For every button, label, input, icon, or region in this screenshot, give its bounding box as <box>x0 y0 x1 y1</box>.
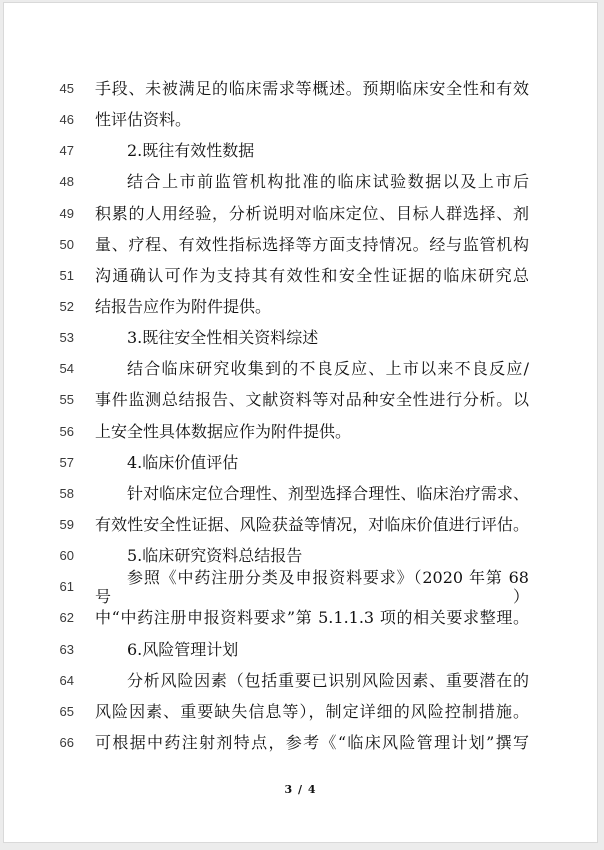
document-line <box>4 166 597 197</box>
line-text[interactable]: 性评估资料。 <box>95 110 192 130</box>
line-number: 45 <box>59 81 74 97</box>
line-text[interactable]: 上安全性具体数据应作为附件提供。 <box>95 421 352 441</box>
line-number: 66 <box>59 735 74 751</box>
line-text[interactable]: 积累的人用经验，分析说明对临床定位、目标人群选择、剂 <box>95 203 529 223</box>
document-line <box>4 104 597 135</box>
line-text[interactable]: 结合临床研究收集到的不良反应、上市以来不良反应/ <box>127 359 529 379</box>
line-number: 52 <box>59 299 74 315</box>
document-line <box>4 353 597 384</box>
document-line <box>4 634 597 665</box>
line-number: 56 <box>59 423 74 439</box>
page-number: 3 / 4 <box>284 783 317 796</box>
document-line <box>4 416 597 447</box>
line-text[interactable]: 风险因素、重要缺失信息等），制定详细的风险控制措施。 <box>95 701 529 721</box>
line-number: 49 <box>59 205 74 221</box>
line-number: 63 <box>59 641 74 657</box>
line-number: 65 <box>59 703 74 719</box>
line-text[interactable]: 中“中药注册申报资料要求”第 5.1.1.3 项的相关要求整理。 <box>95 608 529 628</box>
line-text[interactable]: 针对临床定位合理性、剂型选择合理性、临床治疗需求、 <box>127 483 529 503</box>
line-text[interactable]: 事件监测总结报告、文献资料等对品种安全性进行分析。以 <box>95 390 529 410</box>
line-text[interactable]: 沟通确认可作为支持其有效性和安全性证据的临床研究总 <box>95 265 529 285</box>
line-number: 48 <box>59 174 74 190</box>
document-line <box>4 135 597 166</box>
line-number: 62 <box>59 610 74 626</box>
line-text[interactable]: 4.临床价值评估 <box>127 452 239 472</box>
line-text[interactable]: 可根据中药注射剂特点，参考《“临床风险管理计划”撰写 <box>95 732 529 752</box>
line-number: 60 <box>59 548 74 564</box>
document-page <box>3 2 598 843</box>
line-text[interactable]: 手段、未被满足的临床需求等概述。预期临床安全性和有效 <box>95 78 529 98</box>
line-number: 53 <box>59 330 74 346</box>
line-text[interactable]: 有效性安全性证据、风险获益等情况，对临床价值进行评估。 <box>95 514 529 534</box>
document-line <box>4 602 597 633</box>
document-line <box>4 696 597 727</box>
line-number: 58 <box>59 485 74 501</box>
line-number: 46 <box>59 112 74 128</box>
document-line <box>4 198 597 229</box>
document-line <box>4 478 597 509</box>
line-text[interactable]: 5.临床研究资料总结报告 <box>127 546 303 566</box>
document-line <box>4 322 597 353</box>
line-text[interactable]: 3.既往安全性相关资料综述 <box>127 328 319 348</box>
document-line <box>4 291 597 322</box>
document-lines <box>4 73 597 758</box>
line-text[interactable]: 6.风险管理计划 <box>127 639 239 659</box>
line-text[interactable]: 分析风险因素（包括重要已识别风险因素、重要潜在的 <box>127 670 529 690</box>
line-text[interactable]: 结报告应作为附件提供。 <box>95 296 272 316</box>
document-line <box>4 73 597 104</box>
document-line <box>4 384 597 415</box>
document-line <box>4 260 597 291</box>
document-line <box>4 540 597 571</box>
document-line <box>4 447 597 478</box>
document-line <box>4 665 597 696</box>
document-line <box>4 567 597 606</box>
line-text[interactable]: 2.既往有效性数据 <box>127 141 255 161</box>
document-line <box>4 229 597 260</box>
line-number: 51 <box>59 267 74 283</box>
line-text[interactable]: 结合上市前监管机构批准的临床试验数据以及上市后 <box>127 172 529 192</box>
line-text[interactable]: 参照《中药注册分类及申报资料要求》（2020 年第 68 号） <box>95 567 529 606</box>
line-number: 61 <box>59 579 74 595</box>
document-line <box>4 509 597 540</box>
document-line <box>4 727 597 758</box>
line-text[interactable]: 量、疗程、有效性指标选择等方面支持情况。经与监管机构 <box>95 234 529 254</box>
line-number: 55 <box>59 392 74 408</box>
line-number: 47 <box>59 143 74 159</box>
line-number: 54 <box>59 361 74 377</box>
line-number: 57 <box>59 454 74 470</box>
line-number: 64 <box>59 672 74 688</box>
line-number: 50 <box>59 236 74 252</box>
line-number: 59 <box>59 517 74 533</box>
